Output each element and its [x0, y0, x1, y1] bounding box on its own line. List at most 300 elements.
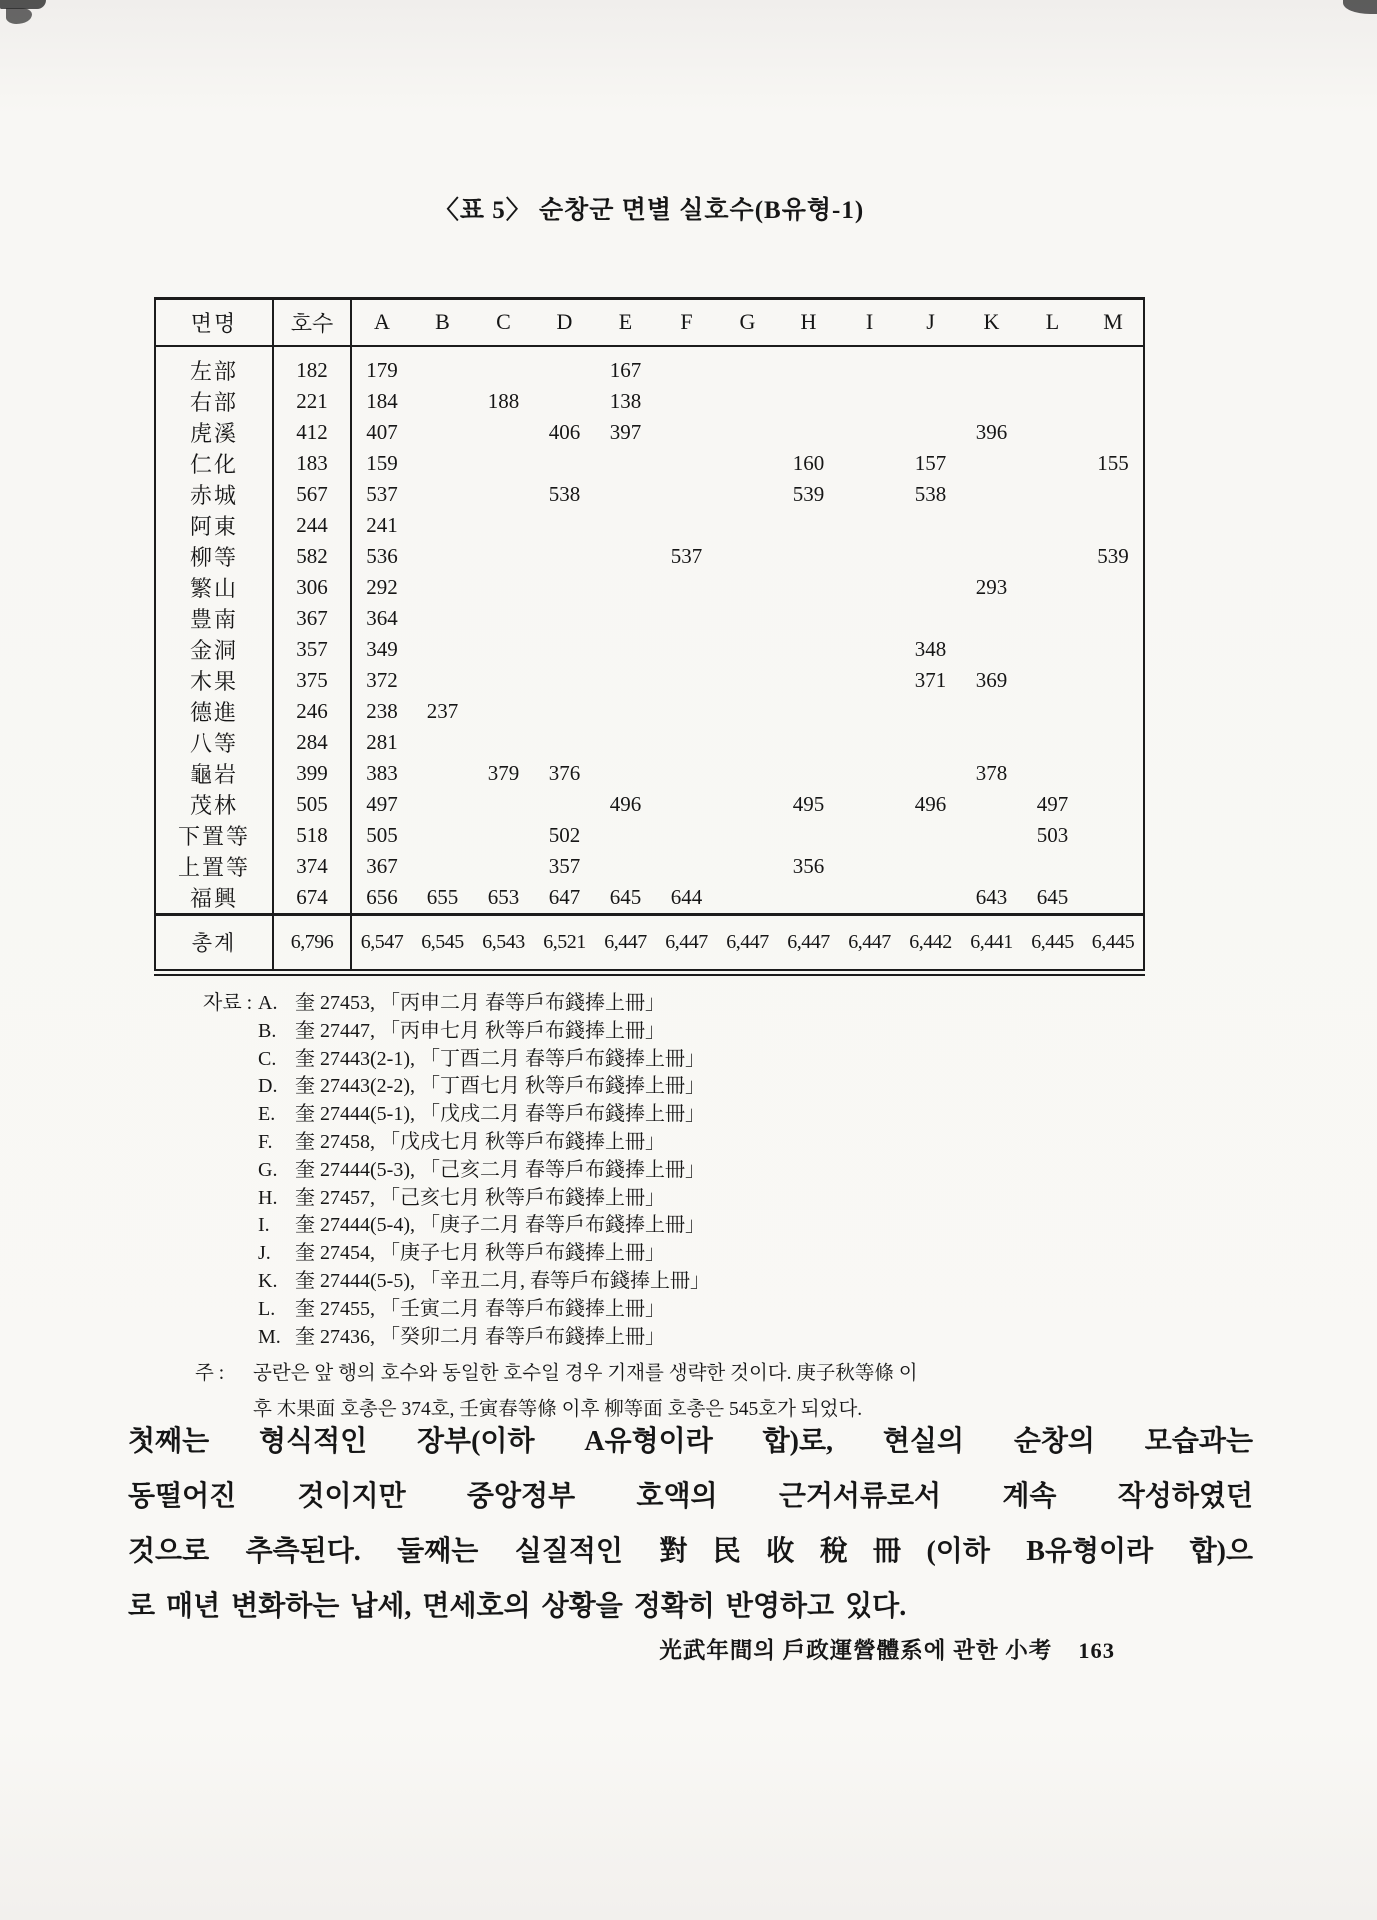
total-cell: 6,545 — [412, 914, 473, 972]
table-cell — [412, 346, 473, 386]
table-cell — [961, 479, 1022, 510]
table-cell — [595, 758, 656, 789]
source-text: 奎 27444(5-1), 「戊戌二月 春等戶布錢捧上冊」 — [295, 1103, 705, 1126]
table-cell — [961, 696, 1022, 727]
source-text: 奎 27444(5-5), 「辛丑二月, 春等戶布錢捧上冊」 — [295, 1269, 710, 1292]
table-cell — [656, 727, 717, 758]
table-cell: 396 — [975, 419, 1008, 444]
source-text: 奎 27458, 「戊戌七月 秋等戶布錢捧上冊」 — [295, 1130, 665, 1153]
table-cell: 369 — [975, 667, 1008, 692]
col-header-c: C — [473, 299, 534, 346]
table-cell — [1083, 510, 1144, 541]
table-cell — [900, 758, 961, 789]
table-cell — [412, 634, 473, 665]
table-cell — [717, 789, 778, 820]
table-row — [155, 665, 1144, 696]
table-cell — [534, 572, 595, 603]
table-cell — [595, 479, 656, 510]
table-row — [155, 386, 1144, 417]
source-item — [258, 1157, 710, 1185]
source-text: 奎 27454, 「庚子七月 秋等戶布錢捧上冊」 — [295, 1242, 665, 1265]
table-cell — [473, 346, 534, 386]
row-hosu: 374 — [273, 851, 351, 882]
col-header-j: J — [900, 299, 961, 346]
table-cell — [656, 665, 717, 696]
table-cell: 497 — [366, 791, 398, 816]
total-cell: 6,547 — [351, 914, 412, 972]
table-cell: 157 — [914, 450, 947, 475]
table-title: 〈표 5〉 순창군 면별 실호수(B유형-1) — [433, 197, 865, 224]
table-cell — [1083, 789, 1144, 820]
table-cell — [961, 603, 1022, 634]
total-cell: 6,521 — [534, 914, 595, 972]
table-cell — [1083, 479, 1144, 510]
table-cell — [778, 665, 839, 696]
body-line: 것으로 추측된다. 둘째는 실질적인 對民收稅冊(이하 B유형이라 합)으 — [128, 1536, 1253, 1567]
row-name: 木果 — [155, 665, 273, 696]
table-row — [155, 851, 1144, 882]
table-cell: 645 — [1036, 884, 1069, 909]
table-cell: 505 — [366, 822, 398, 847]
table-cell: 179 — [366, 357, 398, 382]
source-key: G. — [258, 1158, 278, 1181]
page-number: 163 — [1078, 1638, 1115, 1663]
table-cell: 397 — [609, 419, 642, 444]
table-cell — [534, 346, 595, 386]
row-hosu: 518 — [273, 820, 351, 851]
table-cell — [1022, 603, 1083, 634]
table-row — [155, 448, 1144, 479]
table-cell — [595, 572, 656, 603]
table-cell — [595, 727, 656, 758]
note-label: 주 : — [195, 1363, 225, 1384]
total-cell: 6,447 — [656, 914, 717, 972]
table-cell — [839, 665, 900, 696]
table-cell — [717, 758, 778, 789]
table-cell — [412, 665, 473, 696]
table-cell — [412, 789, 473, 820]
table-cell — [717, 696, 778, 727]
col-header-myeon: 면명 — [155, 299, 273, 346]
table-cell — [778, 696, 839, 727]
table-cell: 503 — [1036, 822, 1069, 847]
table-cell — [961, 510, 1022, 541]
table-cell — [839, 417, 900, 448]
table-cell — [717, 820, 778, 851]
table-cell — [412, 448, 473, 479]
table-cell — [1083, 665, 1144, 696]
row-name: 八等 — [155, 727, 273, 758]
table-cell — [412, 758, 473, 789]
table-cell — [839, 789, 900, 820]
table-cell — [839, 603, 900, 634]
table-cell — [1022, 448, 1083, 479]
table-cell — [900, 851, 961, 882]
table-cell — [534, 386, 595, 417]
table-cell — [961, 634, 1022, 665]
row-hosu: 306 — [273, 572, 351, 603]
table-cell — [473, 448, 534, 479]
table-cell — [595, 448, 656, 479]
row-name: 繁山 — [155, 572, 273, 603]
table-cell — [961, 448, 1022, 479]
table-cell: 653 — [487, 884, 520, 909]
table-cell — [961, 789, 1022, 820]
table-row — [155, 634, 1144, 665]
table-cell — [534, 696, 595, 727]
source-key: I. — [258, 1214, 270, 1237]
table-cell — [1022, 541, 1083, 572]
table-cell: 371 — [914, 667, 947, 692]
table-cell — [473, 541, 534, 572]
table-cell — [534, 727, 595, 758]
source-text: 奎 27453, 「丙申二月 春等戶布錢捧上冊」 — [295, 992, 665, 1014]
table-cell — [656, 758, 717, 789]
page-footer — [659, 1633, 1115, 1665]
table-cell: 167 — [609, 357, 642, 382]
row-name: 左部 — [155, 346, 273, 386]
table-cell — [534, 541, 595, 572]
table-cell — [473, 479, 534, 510]
row-hosu: 567 — [273, 479, 351, 510]
table-cell: 348 — [914, 636, 947, 661]
table-cell — [1083, 696, 1144, 727]
table-cell — [839, 386, 900, 417]
table-cell — [595, 603, 656, 634]
table-cell: 357 — [548, 853, 581, 878]
source-text: 奎 27457, 「己亥七月 秋等戶布錢捧上冊」 — [295, 1186, 665, 1209]
table-cell — [839, 541, 900, 572]
source-text: 奎 27455, 「壬寅二月 春等戶布錢捧上冊」 — [295, 1297, 665, 1320]
table-cell: 538 — [914, 481, 947, 506]
table-cell: 349 — [366, 636, 398, 661]
table-cell: 496 — [609, 791, 642, 816]
row-name: 阿東 — [155, 510, 273, 541]
table-cell: 378 — [975, 760, 1008, 785]
table-cell: 536 — [366, 543, 398, 568]
table-cell: 537 — [366, 481, 398, 506]
table-cell — [595, 510, 656, 541]
row-hosu: 505 — [273, 789, 351, 820]
row-name: 柳等 — [155, 541, 273, 572]
table-cell — [839, 634, 900, 665]
source-item — [258, 1268, 710, 1296]
table-cell — [656, 820, 717, 851]
table-cell: 537 — [670, 543, 703, 568]
table-cell: 645 — [609, 884, 642, 909]
scan-artifact — [1343, 0, 1377, 14]
table-cell — [595, 696, 656, 727]
table-cell — [1083, 634, 1144, 665]
table-cell: 643 — [975, 884, 1008, 909]
table-cell: 497 — [1036, 791, 1069, 816]
total-cell: 6,447 — [717, 914, 778, 972]
total-cell: 6,442 — [900, 914, 961, 972]
col-header-hosu: 호수 — [273, 299, 351, 346]
source-item — [258, 1073, 710, 1101]
table-cell: 495 — [792, 791, 825, 816]
table-cell — [839, 696, 900, 727]
row-hosu: 284 — [273, 727, 351, 758]
row-name: 赤城 — [155, 479, 273, 510]
total-cell: 6,447 — [778, 914, 839, 972]
source-key: M. — [258, 1325, 281, 1348]
source-key: L. — [258, 1297, 276, 1320]
col-header-k: K — [961, 299, 1022, 346]
table-cell — [412, 479, 473, 510]
table-cell — [656, 510, 717, 541]
table-cell — [778, 510, 839, 541]
table-cell — [717, 572, 778, 603]
body-line: 첫째는 형식적인 장부(이하 A유형이라 합)로, 현실의 순창의 모습과는 — [128, 1426, 1253, 1457]
body-line: 로 매년 변화하는 납세, 면세호의 상황을 정확히 반영하고 있다. — [128, 1591, 907, 1622]
note-line: 후 木果面 호총은 374호, 壬寅春等條 이후 柳等面 호총은 545호가 되었다. — [253, 1399, 863, 1420]
table-cell: 644 — [670, 884, 703, 909]
table-cell: 406 — [548, 419, 581, 444]
table-cell — [595, 851, 656, 882]
row-name: 豊南 — [155, 603, 273, 634]
table-cell — [961, 541, 1022, 572]
source-text: 奎 27436, 「癸卯二月 春等戶布錢捧上冊」 — [295, 1325, 665, 1348]
table-cell — [900, 696, 961, 727]
table-cell — [1022, 727, 1083, 758]
table-cell — [900, 386, 961, 417]
row-name: 仁化 — [155, 448, 273, 479]
table-row — [155, 603, 1144, 634]
table-cell — [717, 851, 778, 882]
table-cell — [1083, 882, 1144, 915]
table-cell — [473, 572, 534, 603]
source-item — [258, 1212, 710, 1240]
table-cell: 367 — [366, 853, 398, 878]
row-name: 虎溪 — [155, 417, 273, 448]
source-item — [258, 1101, 710, 1129]
scan-artifact — [6, 8, 32, 24]
table-cell: 383 — [366, 760, 398, 785]
row-hosu: 246 — [273, 696, 351, 727]
total-cell: 6,447 — [595, 914, 656, 972]
total-label: 총계 — [155, 914, 273, 972]
table-cell — [656, 572, 717, 603]
table-cell: 237 — [426, 698, 459, 723]
table-cell — [778, 417, 839, 448]
note-text: 공란은 앞 행의 호수와 동일한 호수일 경우 기재를 생략한 것이다. 庚子秋等條 이 — [253, 1363, 918, 1384]
table-cell — [961, 851, 1022, 882]
table-cell — [717, 882, 778, 915]
table-cell — [1022, 572, 1083, 603]
table-cell — [1022, 417, 1083, 448]
row-hosu: 674 — [273, 882, 351, 915]
table-cell — [900, 417, 961, 448]
table-cell: 292 — [366, 574, 398, 599]
table-cell — [778, 386, 839, 417]
table-cell — [717, 634, 778, 665]
table-cell — [534, 665, 595, 696]
table-row — [155, 758, 1144, 789]
table-cell — [1083, 572, 1144, 603]
total-cell: 6,447 — [839, 914, 900, 972]
table-cell: 238 — [366, 698, 398, 723]
col-header-b: B — [412, 299, 473, 346]
table-cell: 379 — [487, 760, 520, 785]
table-cell: 364 — [366, 605, 398, 630]
total-row — [155, 914, 1144, 972]
table-cell — [839, 882, 900, 915]
table-cell — [900, 346, 961, 386]
table-cell — [1083, 417, 1144, 448]
source-item — [258, 1240, 710, 1268]
table-cell — [595, 541, 656, 572]
table-cell — [1083, 820, 1144, 851]
table-cell — [717, 727, 778, 758]
source-key: K. — [258, 1269, 278, 1292]
table-cell — [656, 789, 717, 820]
row-name: 上置等 — [155, 851, 273, 882]
table-cell — [412, 572, 473, 603]
table-cell — [1083, 851, 1144, 882]
table-cell — [412, 727, 473, 758]
table-cell — [717, 603, 778, 634]
source-text: 奎 27443(2-2), 「丁酉七月 秋等戶布錢捧上冊」 — [295, 1075, 705, 1098]
table-cell: 496 — [914, 791, 947, 816]
table-cell — [900, 541, 961, 572]
table-cell — [473, 603, 534, 634]
table-cell — [473, 820, 534, 851]
table-cell — [778, 603, 839, 634]
row-hosu: 412 — [273, 417, 351, 448]
table-row — [155, 727, 1144, 758]
table-cell — [717, 665, 778, 696]
table-cell — [717, 510, 778, 541]
table-cell: 376 — [548, 760, 581, 785]
table-cell — [900, 820, 961, 851]
row-name: 下置等 — [155, 820, 273, 851]
table-cell — [961, 386, 1022, 417]
table-cell — [839, 820, 900, 851]
total-cell: 6,445 — [1083, 914, 1144, 972]
col-header-e: E — [595, 299, 656, 346]
source-item — [258, 1324, 710, 1352]
source-text: 奎 27443(2-1), 「丁酉二月 春等戶布錢捧上冊」 — [295, 1047, 705, 1070]
source-text: 奎 27444(5-3), 「己亥二月 春等戶布錢捧上冊」 — [295, 1158, 705, 1181]
total-cell: 6,445 — [1022, 914, 1083, 972]
table-cell — [473, 696, 534, 727]
row-hosu: 375 — [273, 665, 351, 696]
source-key: E. — [258, 1103, 276, 1126]
table-cell — [961, 820, 1022, 851]
table-cell — [900, 882, 961, 915]
table-cell — [839, 727, 900, 758]
table-cell — [717, 386, 778, 417]
table-cell — [595, 634, 656, 665]
row-hosu: 399 — [273, 758, 351, 789]
table-cell — [961, 346, 1022, 386]
table-cell — [473, 665, 534, 696]
table-cell — [839, 448, 900, 479]
table-cell — [534, 634, 595, 665]
table-cell: 241 — [366, 512, 398, 537]
table-cell: 184 — [366, 388, 398, 413]
row-name: 右部 — [155, 386, 273, 417]
table-row — [155, 510, 1144, 541]
table-cell — [839, 510, 900, 541]
total-cell: 6,543 — [473, 914, 534, 972]
table-cell — [900, 572, 961, 603]
table-cell — [656, 634, 717, 665]
table-cell — [839, 851, 900, 882]
table-cell — [473, 510, 534, 541]
source-text: 奎 27447, 「丙申七月 秋等戶布錢捧上冊」 — [295, 1019, 665, 1042]
col-header-f: F — [656, 299, 717, 346]
table-cell — [473, 727, 534, 758]
row-hosu: 244 — [273, 510, 351, 541]
total-hosu: 6,796 — [273, 914, 351, 972]
row-hosu: 221 — [273, 386, 351, 417]
source-key: A. — [258, 992, 278, 1014]
table-cell: 188 — [487, 388, 520, 413]
source-text: 奎 27444(5-4), 「庚子二月 春等戶布錢捧上冊」 — [295, 1214, 705, 1237]
row-name: 福興 — [155, 882, 273, 915]
table-row — [155, 820, 1144, 851]
table-cell — [656, 603, 717, 634]
table-cell — [412, 820, 473, 851]
source-key: J. — [258, 1242, 271, 1265]
table-cell — [900, 603, 961, 634]
table-cell — [717, 346, 778, 386]
table-cell: 159 — [366, 450, 398, 475]
col-header-i: I — [839, 299, 900, 346]
source-item — [258, 1018, 710, 1046]
table-cell — [473, 789, 534, 820]
body-paragraph — [128, 1414, 1253, 1634]
col-header-m: M — [1083, 299, 1144, 346]
table-cell — [656, 448, 717, 479]
row-hosu: 367 — [273, 603, 351, 634]
table-cell — [900, 510, 961, 541]
table-cell — [1022, 510, 1083, 541]
row-hosu: 182 — [273, 346, 351, 386]
table-cell — [534, 510, 595, 541]
table-cell — [839, 346, 900, 386]
table-cell — [412, 541, 473, 572]
table-cell: 356 — [792, 853, 825, 878]
table-cell — [839, 479, 900, 510]
table-cell: 407 — [366, 419, 398, 444]
source-item — [258, 1046, 710, 1074]
table-cell — [717, 479, 778, 510]
row-hosu: 582 — [273, 541, 351, 572]
col-header-a: A — [351, 299, 412, 346]
table-row — [155, 417, 1144, 448]
table-cell — [900, 727, 961, 758]
table-cell — [839, 572, 900, 603]
table-cell — [595, 820, 656, 851]
table-cell — [717, 541, 778, 572]
row-name: 茂林 — [155, 789, 273, 820]
sources-block — [203, 990, 710, 1351]
table-cell — [1022, 665, 1083, 696]
table-cell — [1083, 386, 1144, 417]
table-cell — [961, 727, 1022, 758]
table-cell — [534, 603, 595, 634]
source-key: B. — [258, 1019, 277, 1042]
note-line — [195, 1356, 918, 1392]
table-row — [155, 572, 1144, 603]
table-cell: 155 — [1083, 448, 1144, 479]
table-cell — [1022, 346, 1083, 386]
table-cell: 160 — [792, 450, 825, 475]
col-header-d: D — [534, 299, 595, 346]
